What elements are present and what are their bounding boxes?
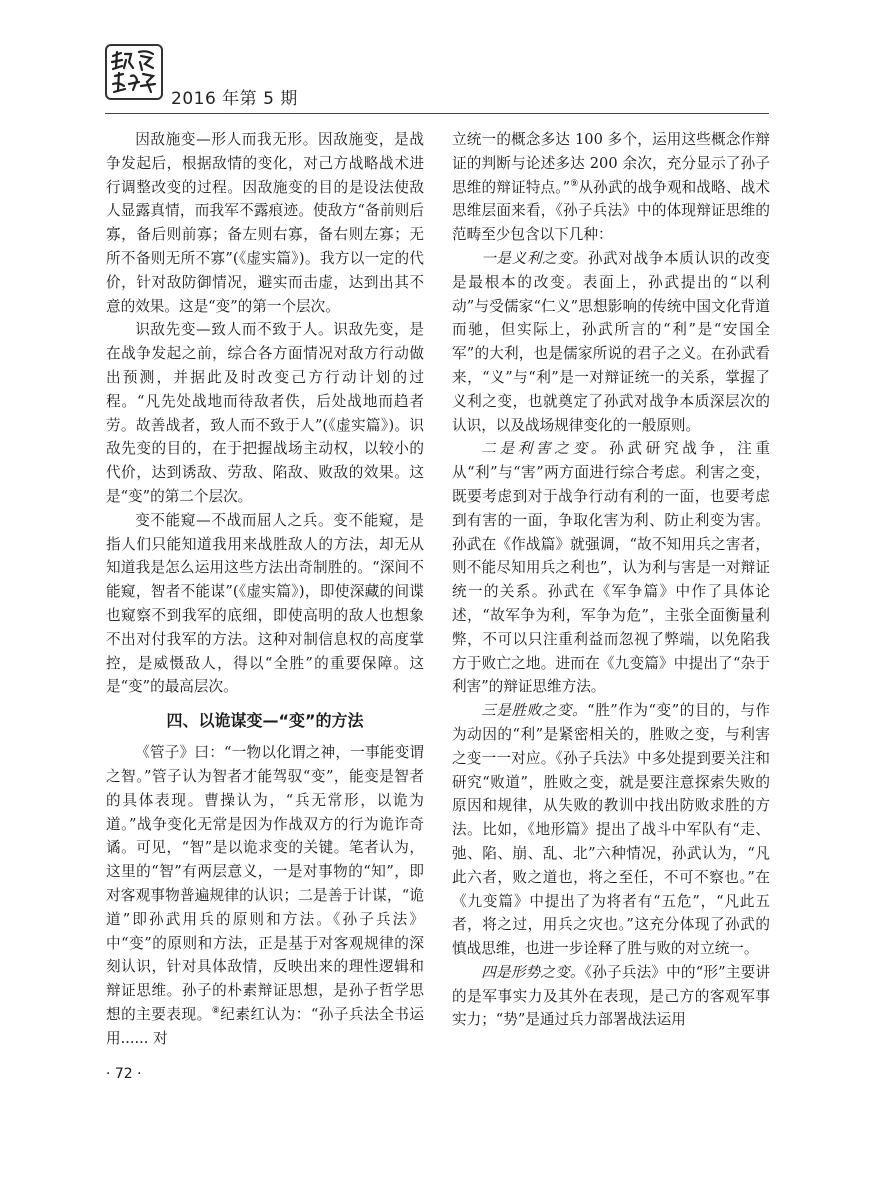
paragraph-form-momentum — [452, 961, 770, 1032]
journal-logo — [105, 44, 163, 100]
paragraph-righteousness-profit — [452, 247, 770, 437]
text-benefit-harm: 孙武研究战争，注重从“利”与“害”两方面进行综合考虑。利害之变，既要考虑到对于战争行动有利的一面，也要考虑到有害的一面，争取化害为利、防止利变为害。孙武在《作战篇》就强调，“故不知用兵之害者，则不能尽知用兵之利也”，认为利与害是一对辩证统一的关系。孙武在《军争篇》中作了具体论述，“故军争为利，军争为危”，主张全面衡量利弊，不可以只注重利益而忽视了弊端，以免陷我方于败亡之地。进而在《九变篇》中提出了“杂于利害”的辩证思维方法。 — [452, 440, 770, 696]
right-column — [452, 128, 770, 1032]
paragraph-adapt-to-enemy: 因敌施变—形人而我无形。因敌施变，是战争发起后，根据敌情的变化，对己方战略战术进行调整改变的过程。因敌施变的目的是设法使敌人显露真情，而我军不露痕迹。使敌方“备前则后寡，备后则前寡；备左则右寡，备右则左寡；无所不备则无所不寡”(《虚实篇》)。我方以一定的代价，针对敌防御情况，避实而击虚，达到出其不意的效果。这是“变”的第一个层次。 — [106, 131, 424, 315]
journal-issue: 2016 年第 5 期 — [171, 89, 298, 109]
page-header — [105, 38, 770, 110]
continuation-text: 立统一的概念多达 100 多个，运用这些概念作辩证的判断与论述多达 200 余次，充分显示了孙子思维的辩证特点。” — [452, 131, 770, 196]
footnote-mark-9: ⑨ — [570, 178, 579, 189]
paragraph-continuation — [452, 128, 770, 247]
lead-victory-defeat: 三是胜败之变。 — [481, 702, 588, 720]
lead-benefit-harm: 二是利害之变。 — [481, 440, 610, 458]
paragraph-victory-defeat — [452, 699, 770, 961]
page-number: · 72 · — [106, 1066, 142, 1082]
text-righteousness-profit: 孙武对战争本质认识的改变是最根本的改变。表面上，孙武提出的“以利动”与受儒家“仁义”思想影响的传统中国文化背道而驰，但实际上，孙武所言的“利”是“安国全军”的大利，也是儒家所说的君子之义。在孙武看来，“义”与“利”是一对辩证统一的关系，掌握了义利之变，也就奠定了孙武对战争本质深层次的认识，以及战场规律变化的一般原则。 — [452, 249, 770, 434]
paragraph-change-unseen: 变不能窥—不战而屈人之兵。变不能窥，是指人们只能知道我用来战胜敌人的方法，却无从知道我是怎么运用这些方法出奇制胜的。“深间不能窥，智者不能谋”(《虚实篇》)，即使深藏的间谍也窥察不到我军的底细，即使高明的敌人也想象不出对付我军的方法。这种对制信息权的高度掌控，是威慑敌人，得以“全胜”的重要保障。这是“变”的最高层次。 — [106, 511, 424, 696]
header-rule — [105, 113, 769, 114]
footnote-mark-8: ⑧ — [211, 1006, 221, 1017]
continuation-tail: 从孙武的战争观和战略、战术思维层面来看，《孙子兵法》中的体现辩证思维的范畴至少包含以下几种： — [452, 178, 770, 244]
paragraph-guanzi-tail: 纪素红认为：“孙子兵法全书运用...... 对 — [106, 1005, 424, 1047]
paragraph-guanzi-text: 《管子》曰：“一物以化谓之神，一事能变谓之智。”管子认为智者才能驾驭“变”，能变是智者的具体表现。曹操认为，“兵无常形，以诡为道。”战争变化无常是因为作战双方的行为诡诈奇谲。可见，“智”是以诡求变的关键。笔者认为，这里的“智”有两层意义，一是对事物的“知”，即对客观事物普遍规律的认识；二是善于计谋，“诡道”即孙武用兵的原则和方法。《孙子兵法》中“变”的原则和方法，正是基于对客观规律的深刻认识，针对具体敌情，反映出来的理性逻辑和辩证思维。孙子的朴素辩证思想，是孙子哲学思想的主要表现。 — [106, 744, 424, 1023]
paragraph-benefit-harm — [452, 437, 770, 699]
text-victory-defeat: “胜”作为“变”的目的，与作为动因的“利”是紧密相关的，胜败之变，与利害之变一一对应。《孙子兵法》中多处提到要关注和研究“败道”，胜败之变，就是要注意探索失败的原因和规律，从失败的教训中找出防败求胜的方法。比如，《地形篇》提出了战斗中军队有“走、弛、陷、崩、乱、北”六种情况，孙武认为，“凡此六者，败之道也，将之至任，不可不察也。”在《九变篇》中提出了为将者有“五危”，“凡此五者，将之过，用兵之灾也。”这充分体现了孙武的慎战思维，也进一步诠释了胜与败的对立统一。 — [452, 702, 770, 958]
paragraph-guanzi — [106, 741, 424, 1050]
paragraph-know-enemy-first: 识敌先变—致人而不致于人。识敌先变，是在战争发起之前，综合各方面情况对敌方行动做出预测，并据此及时改变己方行动计划的过程。“凡先处战地而待敌者佚，后处战地而趋者劳。故善战者，致人而不致于人”(《虚实篇》)。识敌先变的目的，在于把握战场主动权，以较小的代价，达到诱敌、劳敌、陷敌、败敌的效果。这是“变”的第二个层次。 — [106, 321, 424, 505]
section-title: 四、以诡谋变—“变”的方法 — [166, 711, 364, 731]
left-column — [106, 128, 424, 1050]
text-form-momentum: 《孙子兵法》中的“形”主要讲的是军事实力及其外在表现，是己方的客观军事实力；“势”是通过兵力部署战法运用 — [452, 963, 770, 1029]
lead-righteousness-profit: 一是义利之变。 — [481, 249, 588, 267]
logo-calligraphy-icon — [107, 46, 161, 98]
lead-form-momentum: 四是形势之变。 — [481, 963, 585, 981]
